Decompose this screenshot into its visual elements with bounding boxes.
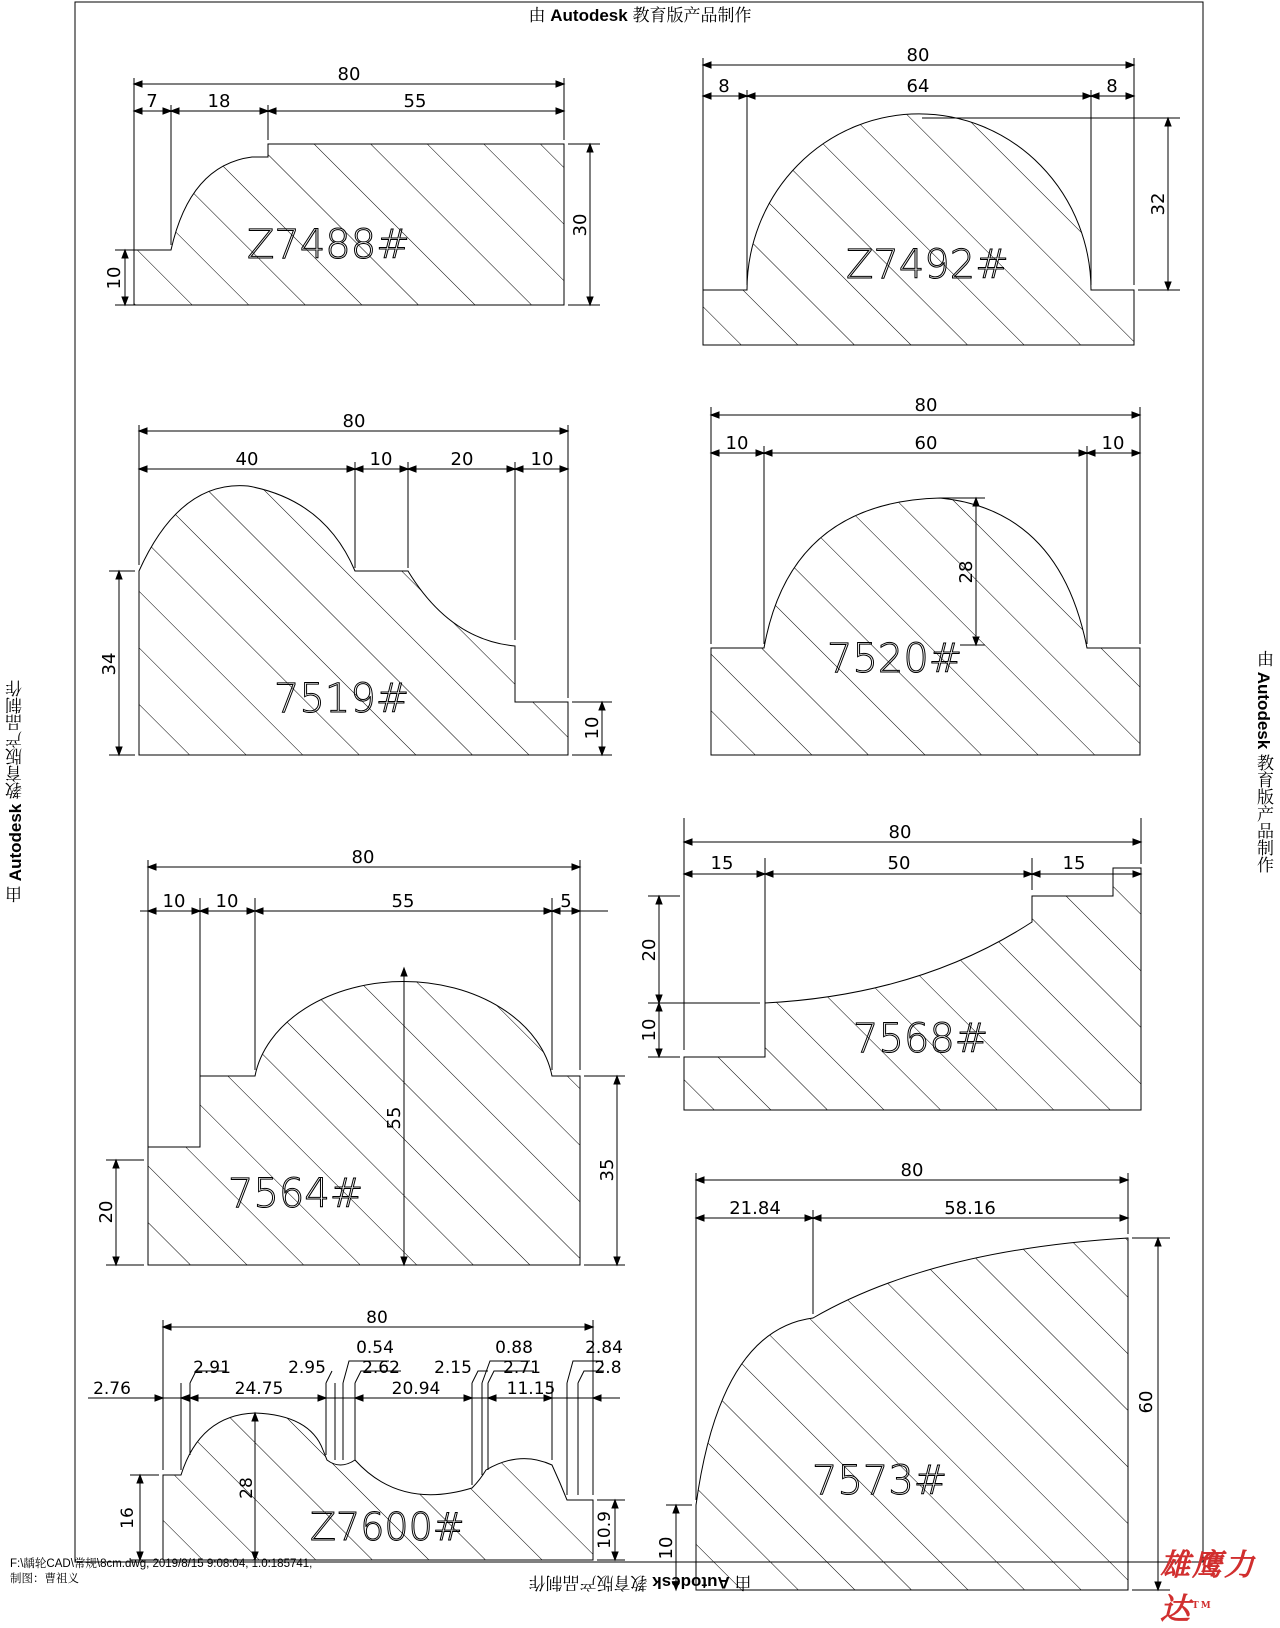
dim-label: 2.76 (93, 1379, 131, 1399)
dim-label: 64 (906, 76, 930, 97)
profile-id-label: 7573# (812, 1458, 948, 1504)
dim-label: 28 (237, 1477, 257, 1499)
dim-label: 20.94 (391, 1379, 441, 1399)
dim-label: 10 (582, 716, 603, 740)
dim-label: 10 (369, 449, 393, 470)
profile-7573 (666, 1173, 1170, 1590)
dim-label: 10 (1101, 433, 1125, 454)
watermark-bottom: 由 Autodesk 教育版产品制作 (528, 1573, 752, 1592)
company-logo (1160, 1540, 1280, 1628)
profile-section (684, 868, 1141, 1110)
dim-label: 10 (725, 433, 749, 454)
profile-id-label: 7564# (228, 1171, 364, 1217)
watermark-top: 由 Autodesk 教育版产品制作 (528, 6, 752, 25)
dim-label: 15 (1062, 853, 1086, 874)
dim-label: 50 (887, 853, 911, 874)
dim-label: 11.15 (506, 1379, 556, 1399)
dim-label: 80 (351, 847, 375, 868)
dim-label: 21.84 (729, 1198, 781, 1219)
dim-label: 10 (639, 1018, 660, 1042)
profile-z7488 (115, 78, 600, 305)
dim-label: 2.71 (503, 1358, 541, 1378)
dim-label: 18 (207, 91, 231, 112)
profile-section (703, 114, 1134, 345)
dim-label: 2.62 (362, 1358, 400, 1378)
file-path-line: F:\龋轮CAD\常规\8cm.dwg, 2019/8/15 9:08:04, 1.0:185741, (10, 1558, 313, 1570)
profile-7564 (106, 860, 625, 1265)
dim-label: 15 (710, 853, 734, 874)
dim-label: 20 (450, 449, 474, 470)
dim-label: 8 (1106, 76, 1118, 97)
profile-7520 (711, 407, 1140, 755)
dim-label: 58.16 (944, 1198, 996, 1219)
logo-text: 雄鹰力达 (1160, 1548, 1256, 1627)
watermark-left: 由 Autodesk 教育版产品制作 (6, 680, 25, 903)
profile-id-label: 7568# (853, 1016, 989, 1062)
profile-z7492 (703, 58, 1180, 345)
dim-label: 2.15 (434, 1358, 472, 1378)
dim-label: 35 (597, 1158, 618, 1182)
dim-label: 10 (162, 891, 186, 912)
dim-label: 2.91 (193, 1358, 231, 1378)
dim-label: 80 (342, 411, 366, 432)
dim-label: 10 (215, 891, 239, 912)
profile-id-label: Z7600# (310, 1505, 465, 1549)
dim-label: 80 (906, 45, 930, 66)
profile-section (696, 1238, 1128, 1590)
profile-id-label: Z7488# (247, 222, 410, 268)
dim-label: 2.95 (288, 1358, 326, 1378)
dim-label: 10 (530, 449, 554, 470)
dim-label: 10 (656, 1536, 677, 1560)
dim-label: 5 (560, 891, 572, 912)
dim-label: 80 (337, 64, 361, 85)
dim-label: 40 (235, 449, 259, 470)
dim-label: 10 (104, 266, 125, 290)
dim-label: 20 (96, 1200, 117, 1224)
dim-label: 16 (118, 1507, 138, 1529)
file-info-footer (10, 1557, 312, 1587)
dim-label: 80 (366, 1308, 388, 1328)
dim-label: 60 (1136, 1390, 1157, 1414)
profile-id-label: 7519# (274, 676, 410, 722)
dim-label: 55 (403, 91, 427, 112)
dim-label: 2.84 (585, 1338, 623, 1358)
trademark-mark: TM (1192, 1601, 1213, 1611)
dim-label: 0.54 (356, 1338, 394, 1358)
dim-label: 55 (384, 1106, 405, 1130)
dim-label: 20 (639, 938, 660, 962)
dim-label: 32 (1148, 192, 1169, 216)
drafter-line: 制图：曹祖义 (10, 1573, 79, 1585)
dim-label: 10.9 (595, 1511, 615, 1549)
dim-label: 80 (900, 1160, 924, 1181)
dim-label: 30 (570, 213, 591, 237)
dim-label: 60 (914, 433, 938, 454)
watermark-right: 由 Autodesk 教育版产品制作 (1254, 650, 1273, 873)
dim-label: 8 (718, 76, 730, 97)
dim-label: 80 (888, 822, 912, 843)
dim-label: 28 (956, 560, 977, 584)
dim-label: 55 (391, 891, 415, 912)
profile-section (711, 498, 1140, 755)
dim-label: 34 (99, 652, 120, 676)
profile-id-label: 7520# (827, 636, 963, 682)
dim-label: 7 (146, 91, 158, 112)
dim-label: 0.88 (495, 1338, 533, 1358)
profile-id-label: Z7492# (846, 242, 1009, 288)
dim-label: 80 (914, 395, 938, 416)
dim-label: 24.75 (234, 1379, 284, 1399)
profile-section (148, 982, 580, 1265)
dim-label: 2.8 (594, 1358, 622, 1378)
